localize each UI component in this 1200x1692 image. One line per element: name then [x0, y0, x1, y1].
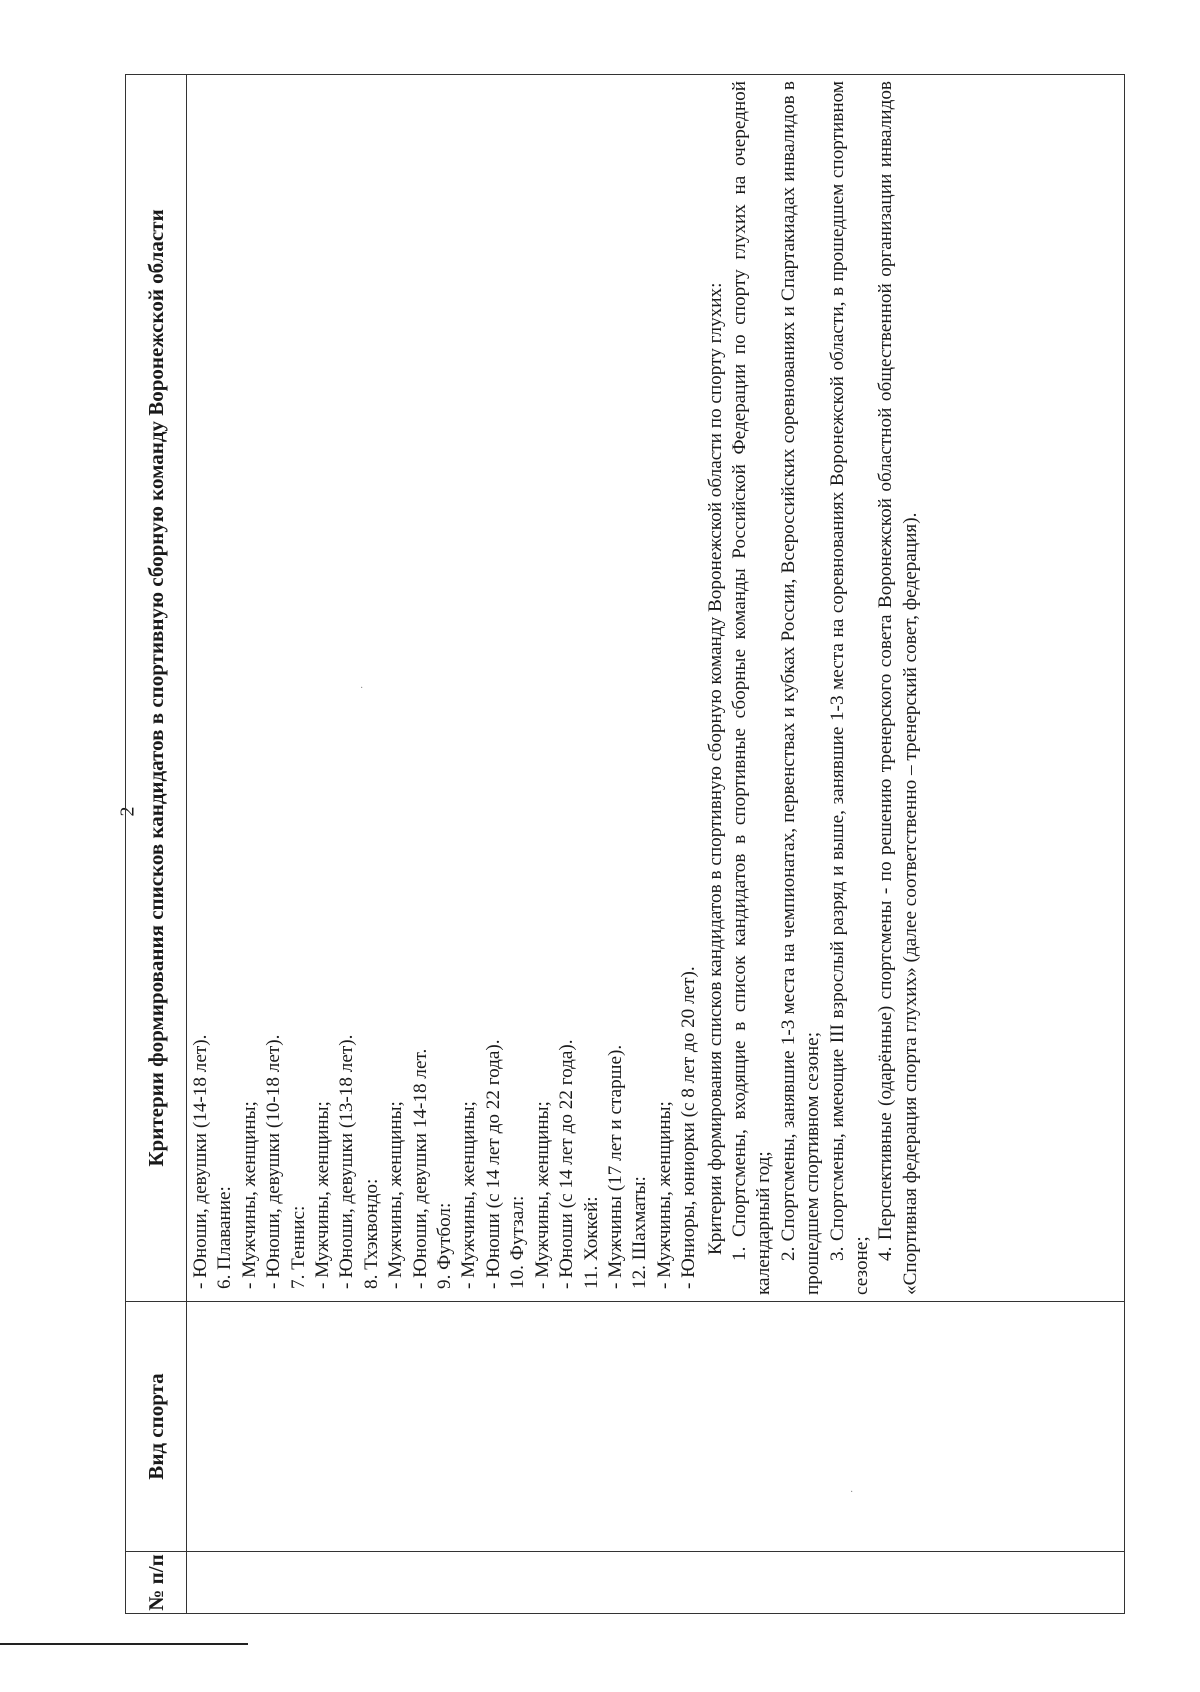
header-number: № п/п — [126, 1552, 187, 1614]
sport-line: - Мужчины, женщины; — [385, 1101, 407, 1289]
scan-speck: · — [360, 683, 364, 694]
sport-line: - Юноши (с 14 лет до 22 года). — [482, 1039, 504, 1289]
criteria-intro: Критерии формирования списков кандидатов в спортивную сборную команду Воронежской области по спорту глухих: — [704, 282, 726, 1255]
sport-line: - Мужчины (17 лет и старше). — [604, 1044, 626, 1289]
sport-line: - Юноши, девушки (10-18 лет). — [263, 1034, 285, 1289]
cell-number — [187, 1552, 1125, 1614]
sport-line: - Мужчины, женщины; — [312, 1101, 334, 1289]
sport-line: - Юноши, девушки 14-18 лет. — [409, 1048, 431, 1289]
table-header-row — [126, 75, 187, 1614]
criteria-table — [125, 74, 1125, 1614]
sport-line: 8. Тхэквондо: — [360, 1178, 382, 1289]
criteria-item: 3. Спортсмены, имеющие III взрослый разряд и выше, занявшие 1-3 места на соревнованиях Воронежской области, в прошедшем спортивном сезоне; — [826, 81, 872, 1295]
page-number: 2 — [116, 806, 139, 817]
sport-line: 9. Футбол: — [434, 1202, 456, 1289]
criteria-content — [187, 75, 923, 1301]
table-row — [187, 75, 1125, 1614]
sport-list — [189, 81, 702, 1295]
sport-line: - Мужчины, женщины; — [531, 1101, 553, 1289]
sport-line: 11. Хоккей: — [580, 1196, 602, 1289]
sport-line: 6. Плавание: — [214, 1186, 236, 1289]
sport-line: - Юниоры, юниорки (с 8 лет до 20 лет). — [678, 966, 700, 1289]
criteria-item: 1. Спортсмены, входящие в список кандидатов в спортивные сборные команды Российской Федерации по спорту глухих на очередной календарный год; — [728, 81, 775, 1295]
sport-line: 7. Теннис: — [287, 1205, 309, 1289]
criteria-item: 2. Спортсмены, занявшие 1-3 места на чемпионатах, первенствах и кубках России, Всероссийских соревнованиях и Спартакиадах инвалидов в прошедшем спортивном сезоне; — [777, 81, 824, 1295]
sport-line: - Мужчины, женщины; — [238, 1101, 260, 1289]
criteria-item: 4. Перспективные (одарённые) спортсмены - по решению тренерского совета Воронежской областной общественной организации инвалидов «Спортивная федерация спорта глухих» (далее соответственно – тренерский совет, федерация). — [875, 81, 921, 1295]
sport-line: - Юноши, девушки (13-18 лет). — [336, 1034, 358, 1289]
cell-criteria — [187, 75, 1125, 1302]
sport-line: 10. Футзал: — [507, 1195, 529, 1289]
header-criteria: Критерии формирования списков кандидатов в спортивную сборную команду Воронежской области — [126, 75, 187, 1302]
header-sport: Вид спорта — [126, 1302, 187, 1552]
sport-line: 12. Шахматы: — [629, 1176, 651, 1289]
cell-sport — [187, 1302, 1125, 1552]
sport-line: - Юноши (с 14 лет до 22 года). — [556, 1039, 578, 1289]
scan-speck: · — [850, 1487, 854, 1498]
page-edge-line — [0, 1643, 248, 1645]
sport-line: - Мужчины, женщины; — [653, 1101, 675, 1289]
rotated-document — [125, 74, 1125, 1614]
sport-line: - Мужчины, женщины; — [458, 1101, 480, 1289]
sport-line: - Юноши, девушки (14-18 лет). — [190, 1034, 211, 1289]
